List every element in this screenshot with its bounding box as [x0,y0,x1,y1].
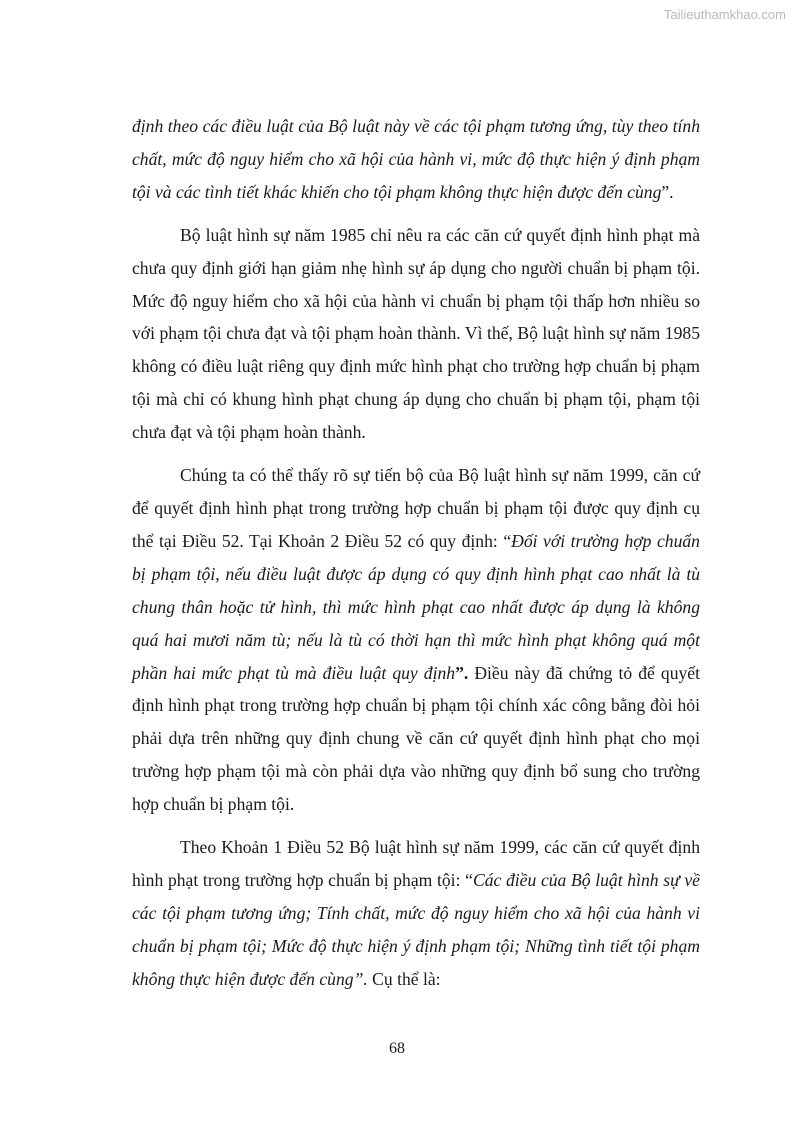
paragraph-3-quote: Đối với trường hợp chuẩn bị phạm tội, nếu điều luật được áp dụng có quy định hình phạt cao nhất là tù chung thân hoặc tử hình, thì mức hình phạt cao nhất được áp dụng là không quá hai mươi năm tù; nếu là tù có thời hạn thì mức hình phạt không quá một phần hai mức phạt tù mà điều luật quy định [132,530,700,683]
paragraph-4-rest: Cụ thể là: [367,968,441,989]
paragraph-3 [132,459,700,821]
quote-end: ”. [661,181,674,202]
paragraph-3-quote-end: ”. [455,662,469,683]
paragraph-3-intro: Chúng ta có thể thấy rõ sự tiến bộ của Bộ luật hình sự năm 1999, căn cứ để quyết định hình phạt trong trường hợp chuẩn bị phạm tội được quy định cụ thể tại Điều 52. Tại Khoản 2 Điều 52 có quy định: “ [132,465,700,551]
paragraph-4-quote: Các điều của Bộ luật hình sự về các tội phạm tương ứng; Tính chất, mức độ nguy hiểm cho xã hội của hành vi chuẩn bị phạm tội; Mức độ thực hiện ý định phạm tội; Những tình tiết tội phạm không thực hiện được đến cùng”. [132,869,700,989]
paragraph-2: Bộ luật hình sự năm 1985 chỉ nêu ra các căn cứ quyết định hình phạt mà chưa quy định giới hạn giảm nhẹ hình sự áp dụng cho người chuẩn bị phạm tội. Mức độ nguy hiểm cho xã hội của hành vi chuẩn bị phạm tội thấp hơn nhiều so với phạm tội chưa đạt và tội phạm hoàn thành. Vì thế, Bộ luật hình sự năm 1985 không có điều luật riêng quy định mức hình phạt cho trường hợp chuẩn bị phạm tội mà chỉ có khung hình phạt chung áp dụng cho chuẩn bị phạm tội, phạm tội chưa đạt và tội phạm hoàn thành. [132,224,700,443]
quote-text: định theo các điều luật của Bộ luật này về các tội phạm tương ứng, tùy theo tính chất, mức độ nguy hiểm cho xã hội của hành vi, mức độ thực hiện ý định phạm tội và các tình tiết khác khiến cho tội phạm không thực hiện được đến cùng [132,116,700,202]
page-number: 68 [389,1040,405,1057]
paragraph-1 [132,110,700,209]
watermark: Tailieuthamkhao.com [663,7,786,22]
paragraph-3-rest: Điều này đã chứng tỏ để quyết định hình phạt trong trường hợp chuẩn bị phạm tội chính xác công bằng đòi hỏi phải dựa trên những quy định chung về căn cứ quyết định hình phạt cho mọi trường hợp phạm tội mà còn phải dựa vào những quy định bổ sung cho trường hợp chuẩn bị phạm tội. [132,662,700,815]
paragraph-4-intro: Theo Khoản 1 Điều 52 Bộ luật hình sự năm 1999, các căn cứ quyết định hình phạt trong trường hợp chuẩn bị phạm tội: “ [132,837,700,890]
document-body [132,110,700,1006]
paragraph-4 [132,831,700,996]
